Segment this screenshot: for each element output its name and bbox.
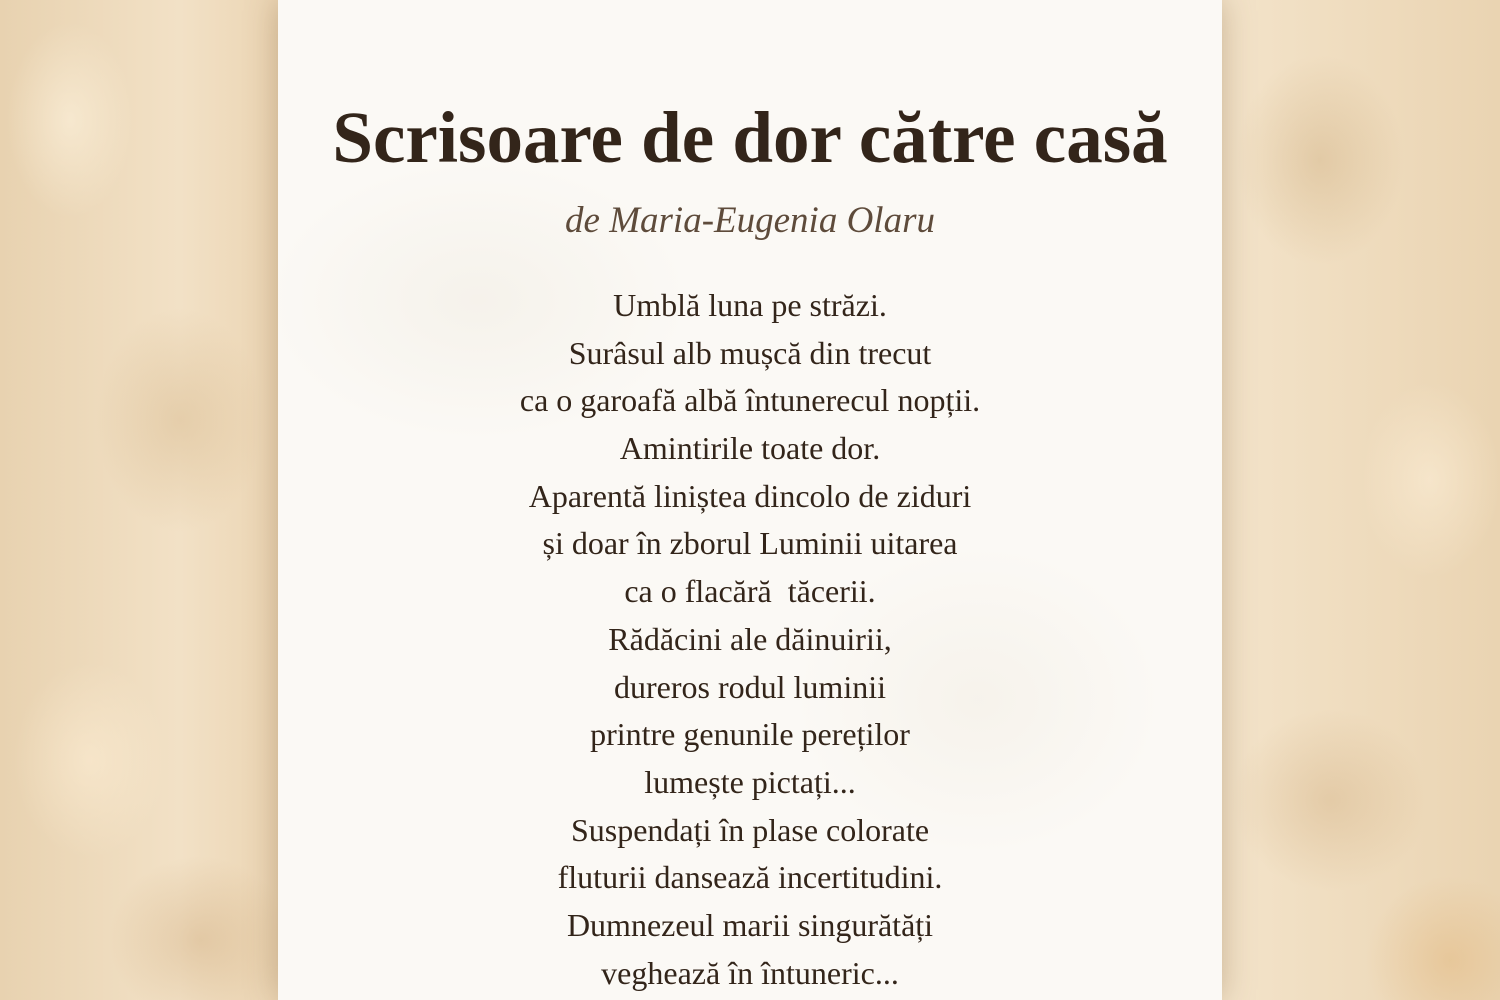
poem-author: de Maria-Eugenia Olaru bbox=[565, 200, 935, 241]
poem-body bbox=[278, 282, 1222, 997]
poem-line: veghează în întuneric... bbox=[601, 954, 899, 991]
poem-line: ca o garoafă albă întunerecul nopții. bbox=[519, 382, 981, 419]
poem-title: Scrisoare de dor către casă bbox=[332, 97, 1168, 178]
poem-line: Rădăcini ale dăinuirii, bbox=[608, 620, 892, 657]
poem-line: lumește pictați... bbox=[644, 763, 856, 800]
poem-line: Surâsul alb mușcă din trecut bbox=[568, 334, 932, 371]
poem-line: ca o flacără tăcerii. bbox=[624, 573, 876, 610]
poem-line: Aparentă liniștea dincolo de ziduri bbox=[528, 477, 972, 514]
poem-page bbox=[278, 0, 1222, 1000]
poem-line: Dumnezeul marii singurătăți bbox=[566, 906, 934, 943]
poem-line: Suspendați în plase colorate bbox=[570, 811, 930, 848]
poem-line: Amintirile toate dor. bbox=[619, 430, 881, 467]
poem-line: și doar în zborul Luminii uitarea bbox=[542, 525, 958, 562]
poem-line: printre genunile pereților bbox=[590, 716, 910, 753]
poem-line: Umblă luna pe străzi. bbox=[613, 287, 887, 323]
poem-line: dureros rodul luminii bbox=[614, 668, 886, 705]
poem-line: fluturii dansează incertitudini. bbox=[557, 859, 943, 896]
